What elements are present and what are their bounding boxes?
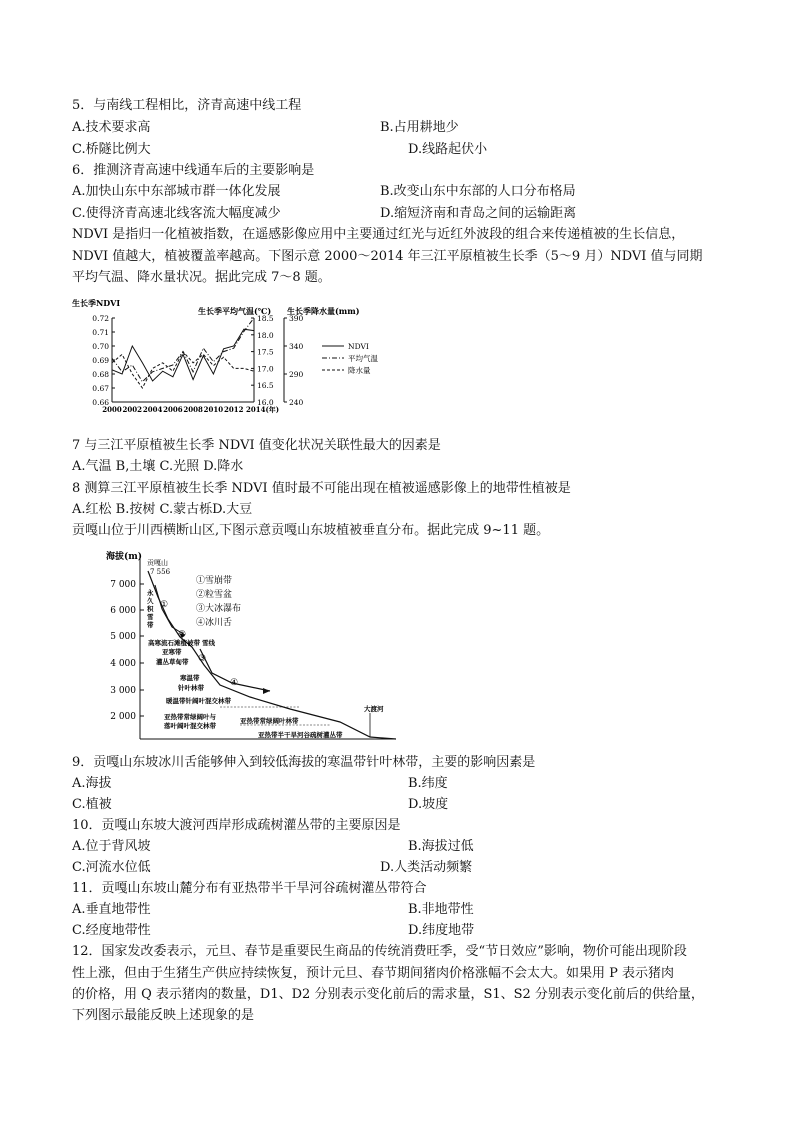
- ndvi-intro-line3: 平均气温、降水量状况。据此完成 7～8 题。: [72, 270, 331, 285]
- glacier-flow-upper: [155, 585, 185, 635]
- ndvi-x-tick-label: 2002: [122, 405, 143, 414]
- ndvi-x-tick-label: 2008: [183, 405, 203, 414]
- peak-height: 7 556: [150, 568, 171, 576]
- q11-option-b[interactable]: B.非地带性: [408, 902, 474, 917]
- profile-tick-3000: 3 000: [110, 686, 136, 696]
- q5-stem: 5．与南线工程相比，济青高速中线工程: [72, 98, 302, 113]
- ndvi-chart: [72, 296, 412, 426]
- q9-option-b[interactable]: B.纬度: [408, 776, 448, 791]
- q12-line4: 下列图示最能反映上述现象的是: [72, 1008, 255, 1023]
- ndvi-left-tick-label: 0.67: [92, 384, 109, 393]
- marker-1: ①: [160, 600, 169, 610]
- q6-stem: 6．推测济青高速中线通车后的主要影响是: [72, 163, 315, 178]
- snow-zone-char-3: 积: [147, 605, 154, 613]
- q7-stem: 7 与三江平原植被生长季 NDVI 值变化状况关联性最大的因素是: [72, 438, 441, 453]
- q6-option-a[interactable]: A.加快山东中东部城市群一体化发展: [72, 184, 281, 199]
- ndvi-right-tick-label: 240: [289, 398, 304, 407]
- ndvi-left-tick-label: 0.68: [92, 370, 109, 379]
- ndvi-right-axis-title: 生长季降水量(mm): [287, 306, 360, 316]
- ndvi-intro-line1: NDVI 是指归一化植被指数，在遥感影像应用中主要通过红光与近红外波段的组合来传递植被的生长信息，: [72, 227, 685, 242]
- profile-tick-7000: 7 000: [110, 580, 136, 590]
- marker-2: ②: [178, 630, 187, 640]
- ndvi-mid-tick-label: 16.5: [257, 381, 274, 391]
- q9-option-a[interactable]: A.海拔: [72, 776, 112, 791]
- q8-options[interactable]: A.红松 B.按树 C.蒙古栎D.大豆: [72, 502, 253, 517]
- ndvi-series-1: [112, 318, 254, 382]
- ndvi-x-tick-label: 2006: [163, 405, 183, 414]
- ndvi-intro-line2: NDVI 值越大，植被覆盖率越高。下图示意 2000～2014 年三江平原植被生长季（5～9 月）NDVI 值与同期: [72, 249, 703, 264]
- zone-cold: 寒温带: [180, 674, 200, 682]
- zone-sub-dry: 亚热带半干旱河谷疏树灌丛带: [258, 731, 343, 739]
- q8-stem: 8 测算三江平原植被生长季 NDVI 值时最不可能出现在植被遥感影像上的地带性植被是: [72, 481, 571, 496]
- q10-option-b[interactable]: B.海拔过低: [408, 839, 474, 854]
- q9-stem: 9．贡嘎山东坡冰川舌能够伸入到较低海拔的寒温带针叶林带，主要的影响因素是: [72, 755, 536, 770]
- q9-option-d[interactable]: D.坡度: [408, 797, 449, 812]
- ndvi-legend-label-1: 平均气温: [348, 354, 378, 363]
- zone-alpine: 高寒流石滩植被带: [148, 639, 200, 647]
- q9-option-c[interactable]: C.植被: [72, 797, 112, 812]
- ndvi-legend-label-0: NDVI: [348, 342, 369, 351]
- profile-legend-4: ④冰川舌: [196, 618, 233, 628]
- ndvi-mid-tick-label: 16.0: [257, 398, 274, 407]
- q12-line2: 性上涨，但由于生猪生产供应持续恢复，预计元旦、春节期间猪肉价格涨幅不会太大。如果用 P 表示猪肉: [72, 966, 675, 981]
- q5-option-b[interactable]: B.占用耕地少: [380, 120, 459, 135]
- profile-tick-5000: 5 000: [110, 632, 136, 642]
- zone-sub-mix2: 落叶阔叶混交林带: [164, 722, 216, 730]
- q11-option-a[interactable]: A.垂直地带性: [72, 902, 151, 917]
- zone-sub-mix1: 亚热带常绿阔叶与: [164, 713, 216, 721]
- zone-snowline: 雪线: [202, 639, 215, 647]
- snow-zone-char-2: 久: [147, 597, 154, 605]
- profile-tick-6000: 6 000: [110, 606, 136, 616]
- ndvi-series-2: [112, 352, 254, 388]
- q6-option-d[interactable]: D.缩短济南和青岛之间的运输距离: [380, 206, 577, 221]
- q12-line1: 12．国家发改委表示，元旦、春节是重要民生商品的传统消费旺季，受“节日效应”影响，物价可能出现阶段: [72, 944, 687, 959]
- ndvi-chart-svg: [72, 296, 412, 426]
- q5-option-d[interactable]: D.线路起伏小: [408, 142, 488, 157]
- q11-option-d[interactable]: D.纬度地带: [408, 923, 475, 938]
- zone-shrub: 灌丛草甸带: [156, 658, 189, 666]
- ndvi-legend-label-2: 降水量: [348, 366, 371, 375]
- ndvi-right-tick-label: 290: [289, 370, 304, 379]
- ndvi-left-tick-label: 0.72: [92, 314, 109, 323]
- ndvi-right-tick-label: 340: [289, 342, 304, 351]
- ndvi-x-tick-label: 2012: [223, 405, 244, 414]
- q10-stem: 10．贡嘎山东坡大渡河西岸形成疏树灌丛带的主要原因是: [72, 818, 401, 833]
- snow-zone-char-5: 带: [147, 621, 154, 629]
- q5-option-c[interactable]: C.桥隧比例大: [72, 142, 151, 157]
- profile-legend-1: ①雪崩带: [196, 576, 233, 586]
- ndvi-mid-axis-title: 生长季平均气温(℃): [198, 306, 272, 316]
- zone-sub-evergreen: 亚热带常绿阔叶林带: [240, 717, 299, 725]
- ndvi-mid-tick-label: 18.0: [257, 330, 274, 340]
- ndvi-right-tick-label: 390: [289, 314, 304, 323]
- ndvi-left-tick-label: 0.66: [92, 398, 109, 407]
- q10-option-d[interactable]: D.人类活动频繁: [380, 860, 473, 875]
- ndvi-mid-tick-label: 17.5: [257, 347, 274, 357]
- profile-legend-3: ③大冰瀑布: [196, 604, 242, 614]
- snow-zone-char-1: 永: [147, 589, 154, 597]
- ndvi-x-tick-label: 2000: [102, 405, 122, 414]
- q10-option-a[interactable]: A.位于背风坡: [72, 839, 151, 854]
- q10-option-c[interactable]: C.河流水位低: [72, 860, 151, 875]
- peak-name: 贡嘎山: [147, 559, 168, 567]
- q5-option-a[interactable]: A.技术要求高: [72, 120, 151, 135]
- zone-subcold: 亚寒带: [162, 648, 182, 656]
- river-label: 大渡河: [364, 705, 384, 713]
- profile-tick-2000: 2 000: [110, 712, 136, 722]
- profile-y-title: 海拔(m): [106, 552, 143, 562]
- q6-option-c[interactable]: C.使得济青高速北线客流大幅度减少: [72, 206, 281, 221]
- q6-option-b[interactable]: B.改变山东中东部的人口分布格局: [380, 184, 576, 199]
- ndvi-left-tick-label: 0.70: [92, 342, 109, 351]
- gongga-profile-svg: [100, 547, 400, 747]
- ndvi-left-tick-label: 0.71: [92, 328, 109, 337]
- profile-tick-4000: 4 000: [110, 659, 136, 669]
- ndvi-x-tick-label: 2014(年): [246, 405, 280, 414]
- snow-zone-char-4: 雪: [147, 613, 154, 621]
- gongga-intro: 贡嘎山位于川西横断山区,下图示意贡嘎山东坡植被垂直分布。据此完成 9~11 题。: [72, 523, 550, 538]
- marker-4: ④: [230, 678, 239, 688]
- ndvi-x-tick-label: 2010: [203, 405, 224, 414]
- profile-legend-2: ②粒雪盆: [196, 590, 233, 600]
- q11-option-c[interactable]: C.经度地带性: [72, 923, 151, 938]
- zone-conifer: 针叶林带: [178, 684, 204, 692]
- ndvi-series-0: [112, 329, 254, 381]
- gongga-profile-diagram: [100, 547, 400, 747]
- marker-3: ③: [198, 654, 207, 664]
- q7-options[interactable]: A.气温 B,土壤 C.光照 D.降水: [72, 459, 244, 474]
- zone-mixed: 暖温带针阔叶混交林带: [166, 697, 231, 705]
- ndvi-mid-tick-label: 17.0: [257, 364, 274, 374]
- ndvi-left-axis-title: 生长季NDVI: [72, 298, 121, 308]
- ndvi-left-tick-label: 0.69: [92, 356, 109, 365]
- ndvi-mid-tick-label: 18.5: [257, 314, 274, 323]
- ndvi-x-tick-label: 2004: [142, 405, 163, 414]
- q11-stem: 11．贡嘎山东坡山麓分布有亚热带半干旱河谷疏树灌丛带符合: [72, 881, 427, 896]
- q12-line3: 的价格，用 Q 表示猪肉的数量，D1、D2 分别表示变化前后的需求量，S1、S2 分别表示变化前后的供给量，: [72, 987, 704, 1002]
